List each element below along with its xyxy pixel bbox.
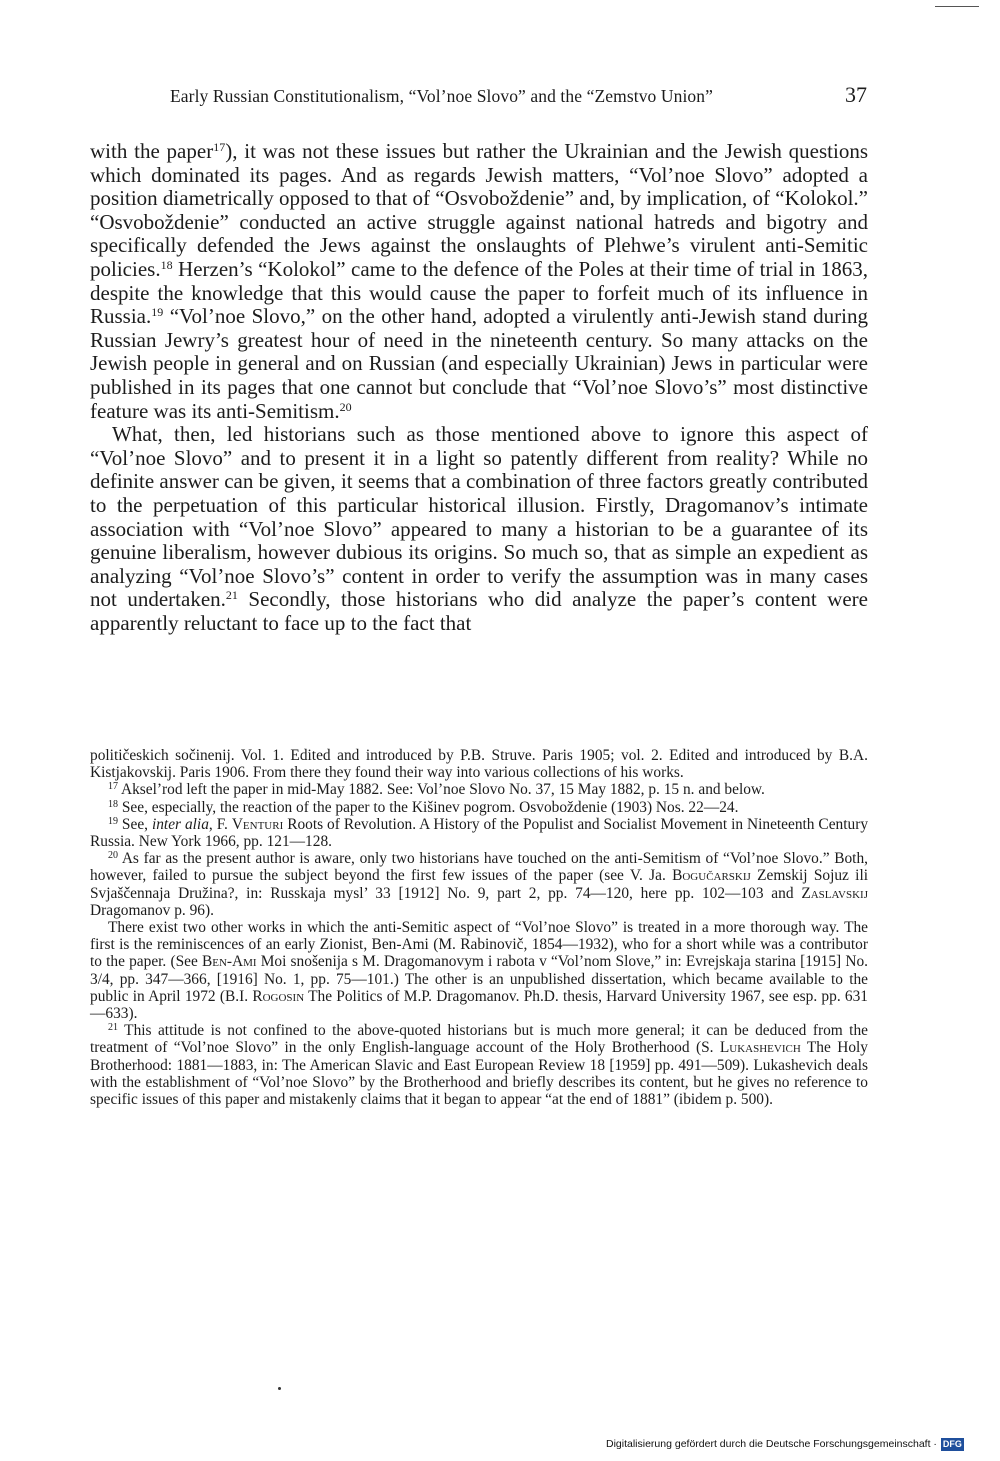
- footnote-continuation: političeskich sočinenij. Vol. 1. Edited and introduced by P.B. Struve. Paris 1905; vol. 2. Edited and introduced by B.A. Kistjakovskij. Paris 1906. From there they found their way into various collections of his works.: [90, 747, 868, 782]
- dfg-logo: DFG: [942, 1438, 962, 1449]
- footnote-21: $^{21}$ This attitude is not confined to the above-quoted historians but is much more general; it can be deduced from the treatment of “Vol’noe Slovo” in the only English-language account of the Holy Brotherhood (S. Lukashevich The Holy Brotherhood: 1881—1883, in: The American Slavic and East European Review 18 [1959] pp. 491—509). Lukashevich deals with the establishment of “Vol’noe Slovo” by the Brotherhood and briefly describes its content, but he gives no reference to specific issues of this paper and mistakenly claims that it began to appear “at the end of 1881” (ibidem p. 500).: [90, 1022, 868, 1109]
- footnote-20: $^{20}$ As far as the present author is aware, only two historians have touched on the anti-Semitism of “Vol’noe Slovo.” Both, however, failed to pursue the subject beyond the first few issues of the paper (see V. Ja. Bogučarskij Zemskij Sojuz ili Svjaščennaja Družina?, in: Russkaja mysl’ 33 [1912] No. 9, part 2, pp. 74—120, here pp. 102—103 and Zaslavskij Dragomanov p. 96).: [90, 850, 868, 919]
- footnote-ref-18: 18: [160, 257, 173, 272]
- page-header: [92, 82, 867, 116]
- running-head: Early Russian Constitutionalism, “Vol’noe Slovo” and the “Zemstvo Union”: [170, 86, 713, 106]
- paragraph-2: What, then, led historians such as those mentioned above to ignore this aspect of “Vol’noe Slovo” and to present it in a light so patently different from reality? While no definite answer can be given, it seems that a combination of three factors greatly contributed to the perpetuation of this particular historical illusion. Firstly, Dragomanov’s intimate association with “Vol’noe Slovo” appeared to many a historian to be a guarantee of its genuine liberalism, however dubious its origins. So much so, that as simple an expedient as analyzing “Vol’noe Slovo’s” content in order to verify the assumption was in many cases not undertaken.$^{21}$ Secondly, those historians who did analyze the paper’s content were apparently reluctant to face up to the fact that: [90, 422, 868, 635]
- footnote-17: $^{17}$ Aksel’rod left the paper in mid-May 1882. See: Vol’noe Slovo No. 37, 15 May 1882, p. 15 n. and below.: [108, 781, 765, 799]
- scan-speck: [278, 1387, 281, 1390]
- footnote-ref-19: 19: [151, 305, 164, 320]
- footer-credit: Digitalisierung gefördert durch die Deutsche Forschungsgemeinschaft ·: [606, 1438, 937, 1450]
- footnote-20-continued: There exist two other works in which the anti-Semitic aspect of “Vol’noe Slovo” is treated in a more thorough way. The first is the reminiscences of an early Zionist, Ben-Ami (M. Rabinovič, 1854—1932), who for a short while was a contributor to the paper. (See Ben-Ami Moi snošenija s M. Dragomanovym i rabota v “Vol’nom Slove,” in: Evrejskaja starina [1915] No. 3/4, pp. 347—366, [1916] No. 1, pp. 75—101.) The other is an unpublished dissertation, which became available to the public in April 1972 (B.I. Rogosin The Politics of M.P. Dragomanov. Ph.D. thesis, Harvard University 1967, see esp. pp. 631—633).: [90, 919, 869, 1023]
- footnote-18: $^{18}$ See, especially, the reaction of the paper to the Kišinev pogrom. Osvoboždenie (1903) Nos. 22—24.: [108, 798, 739, 816]
- footnote-19: $^{19}$ See, inter alia, F. Venturi Roots of Revolution. A History of the Populist and Socialist Movement in Nineteenth Century Russia. New York 1966, pp. 121—128.: [90, 815, 869, 851]
- main-text: [90, 140, 868, 635]
- footnotes: [90, 747, 868, 1108]
- footnote-ref-17: 17: [213, 140, 226, 154]
- page-number: 37: [845, 82, 867, 107]
- footnote-ref-21: 21: [225, 588, 238, 603]
- digitization-footer: [606, 1437, 964, 1451]
- scan-corner-mark: [935, 6, 979, 9]
- paragraph-1: with the paper$^{17}$), it was not these issues but rather the Ukrainian and the Jewish questions which dominated its pages. And as regards Jewish matters, “Vol’noe Slovo” adopted a position diametrically opposed to that of “Osvoboždenie” and, by implication, of “Kolokol.” “Osvoboždenie” conducted an active struggle against national hatreds and bigotry and specifically defended the Jews against the onslaughts of Plehwe’s virulent anti-Semitic policies.$^{18}$ Herzen’s “Kolokol” came to the defence of the Poles at their time of trial in 1863, despite the knowledge that this would cause the paper to forfeit much of its influence in Russia.$^{19}$ “Vol’noe Slovo,” on the other hand, adopted a virulently anti-Jewish stand during Russian Jewry’s greatest hour of need in the nineteenth century. So many attacks on the Jewish people in general and on Russian (and especially Ukrainian) Jews in particular were published in its pages that one cannot but conclude that “Vol’noe Slovo’s” most distinctive feature was its anti-Semitism.$^{20}$: [90, 139, 869, 423]
- footnote-ref-20: 20: [339, 399, 352, 414]
